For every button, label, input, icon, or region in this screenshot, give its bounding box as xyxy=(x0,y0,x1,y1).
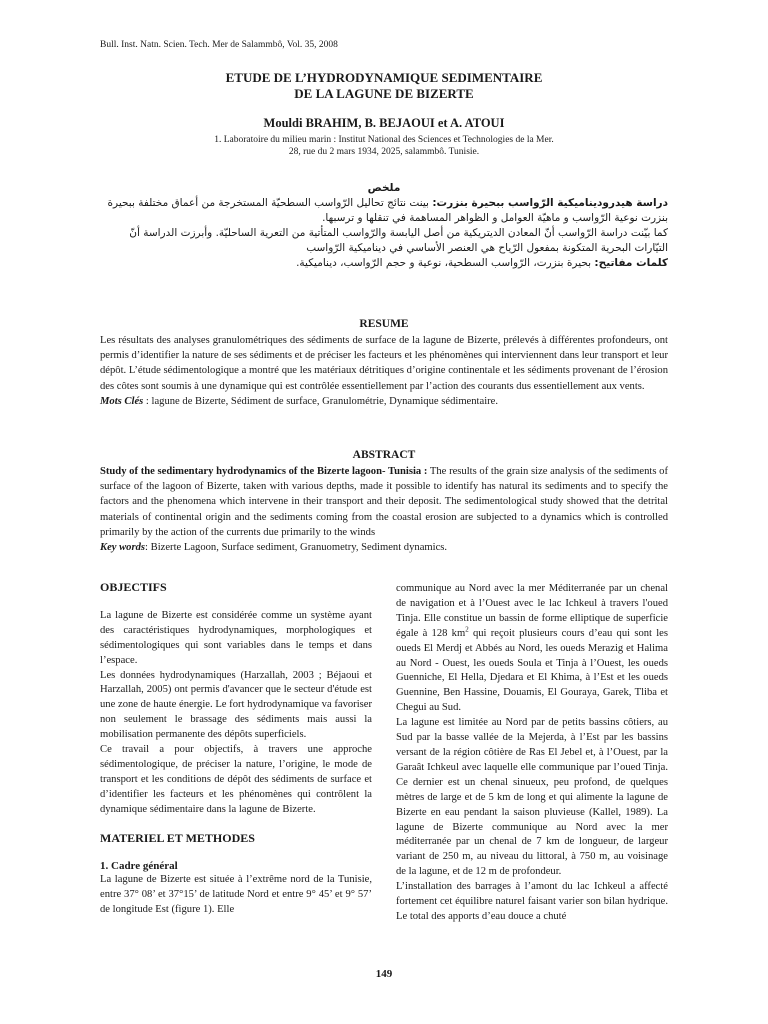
superscript-2: 2 xyxy=(465,625,469,634)
arabic-abstract-p2: كما بيّنت دراسة الرّواسب أنّ المعادن الديتريكية من أصل اليابسة والرّواسب المتأتية من التعرية الساحليّة. وأبرزت الدراسة أنّ التيّارات البحرية المتكونة بمفعول الرّياح هي العنصر الأساسي في ديناميكية الرّواسب xyxy=(129,227,668,254)
right-p3: L’installation des barrages à l’amont du lac Ichkeul a affecté fortement cet équilibre naturel faisant varier son bilan hydrique. Le total des apports d’eau douce a chuté xyxy=(396,881,668,922)
affiliation xyxy=(100,134,668,158)
resume-keywords xyxy=(100,394,668,409)
resume-keywords-label: Mots Clés xyxy=(100,395,144,407)
arabic-keywords xyxy=(100,256,668,271)
abstract-lead: Study of the sedimentary hydrodynamics of the Bizerte lagoon- Tunisia : xyxy=(100,466,428,477)
resume-body: Les résultats des analyses granulométriques des sédiments de surface de la lagune de Bizerte, prélevés à différentes profondeurs, ont permis d’identifier la nature de ses sédiments et de préciser les facteurs et les phénomènes qui interviennent dans leur transport et leur dépôt. L’étude sédimentologique a montré que les matériaux détritiques d’origine continentale et les sédiments provenant de l’érosion des côtes sont soumis à une dynamique qui est contrôlée essentiellement par l’action des courants dus essentiellement aux vents. xyxy=(100,335,668,392)
resume-keywords-text: : lagune de Bizerte, Sédiment de surface, Granulométrie, Dynamique sédimentaire. xyxy=(143,395,499,407)
objectifs-p1: La lagune de Bizerte est considérée comme un système ayant des caractéristiques hydrodynamiques, morphologiques et sédimentologiques qui sont variables dans le temps et dans l’espace. xyxy=(100,609,372,666)
arabic-abstract xyxy=(100,181,668,271)
article-title xyxy=(100,70,668,102)
resume-section xyxy=(100,333,668,409)
arabic-abstract-heading: ملخص xyxy=(367,182,401,194)
abstract-keywords-text: : Bizerte Lagoon, Surface sediment, Granuometry, Sediment dynamics. xyxy=(145,542,448,554)
affiliation-line-1: 1. Laboratoire du milieu marin : Institut National des Sciences et Technologies de la Mer. xyxy=(214,135,554,145)
running-head: Bull. Inst. Natn. Scien. Tech. Mer de Salammbô, Vol. 35, 2008 xyxy=(100,40,338,50)
abstract-heading: ABSTRACT xyxy=(352,449,416,461)
page-number: 149 xyxy=(375,968,393,980)
objectifs-heading: OBJECTIFS xyxy=(100,580,167,594)
affiliation-line-2: 28, rue du 2 mars 1934, 2025, salammbô. Tunisie. xyxy=(288,147,480,157)
title-line-1: ETUDE DE L’HYDRODYNAMIQUE SEDIMENTAIRE xyxy=(225,70,543,85)
abstract-text: The results of the grain size analysis of the sediments of surface of the lagoon of Bizerte, taken with various depths, made it possible to identify has natural its sediments and to specify the factors and the phenomena which intervene in their transport and their deposit. The sedimentological study showed that the detrital materials of continental origin and the sediments coming from the coastal erosion are subjected to a dynamics which is controlled primarily by the action of the currents due primarily to the winds xyxy=(100,466,668,538)
title-line-2: DE LA LAGUNE DE BIZERTE xyxy=(294,86,474,101)
abstract-keywords xyxy=(100,540,668,555)
abstract-section xyxy=(100,464,668,555)
objectifs-p3: Ce travail a pour objectifs, à travers une approche sédimentologique, de préciser la nature, l’origine, le mode de transport et les conditions de dépôt des sédiments de surface et d’identifier les facteurs et les phénomènes qui contrôlent la dynamique sédimentaire dans la lagune de Bizerte. xyxy=(100,744,372,815)
abstract-body xyxy=(100,464,668,540)
arabic-keywords-label: كلمات مفاتيح: xyxy=(594,257,668,269)
objectifs-p2: Les données hydrodynamiques (Harzallah, 2003 ; Béjaoui et Harzallah, 2005) ont permis d'avancer que le secteur d'étude est une zone de haute énergie. Le fort hydrodynamique va favoriser non seulement le brassage des sédiments mais aussi la mobilisation permanente des dépôts superficiels. xyxy=(100,669,372,741)
resume-heading: RESUME xyxy=(359,318,409,330)
methodes-heading: MATERIEL ET METHODES xyxy=(100,830,255,845)
arabic-abstract-text-1: بينت نتائج تحاليل الرّواسب السطحيّة المستخرجة من أعماق مختلفة ببحيرة بنزرت نوعية الرّواسب و ماهيّة العوامل و الظواهر المساهمة في تنقلها و ترسبها. xyxy=(107,197,668,224)
right-column xyxy=(396,582,668,925)
arabic-abstract-p1 xyxy=(100,196,668,226)
arabic-keywords-text: بحيرة بنزرت، الرّواسب السطحية، نوعية و حجم الرّواسب، ديناميكية. xyxy=(296,257,595,269)
left-column xyxy=(100,580,372,918)
arabic-abstract-title: دراسة هيدروديناميكية الرّواسب ببحيرة بنزرت: xyxy=(432,197,668,209)
cadre-general-p1: La lagune de Bizerte est située à l’extrême nord de la Tunisie, entre 37° 08’ et 37°15’ de latitude Nord et entre 9° 45’ et 9° 57’ de longitude Est (figure 1). Elle xyxy=(100,874,372,916)
right-p1 xyxy=(396,582,668,716)
right-p1-a: communique au Nord avec la mer Méditerranée par un chenal de navigation et à l’Ouest avec le lac Ichkeul à travers l'oued Tinja. Elle constitue un bassin de forme elliptique de superficie égale à 128 km xyxy=(396,583,668,639)
right-p2: La lagune est limitée au Nord par de petits bassins côtiers, au Sud par la basse vallée de la Mejerda, à l’Est par les bassins versant de la région côtière de Ras El Jebel et, à l’Ouest, par la Garaât Ichkeul avec laquelle elle communique par l’oued Tinja. Ce dernier est un chenal sinueux, peu profond, de quelques mètres de large et de 5 km de long et qui alimente la lagune de Bizerte en eau pendant la saison pluvieuse (Kallel, 1989). La lagune de Bizerte communique au Nord avec la mer méditerranée par un chenal de 7 km de longueur, de largeur variant de 250 m, au niveau du littoral, à 750 m, au voisinage de la lagune, et de 12 m de profondeur. xyxy=(396,717,668,878)
authors: Mouldi BRAHIM, B. BEJAOUI et A. ATOUI xyxy=(263,116,505,130)
cadre-general-heading: 1. Cadre général xyxy=(100,859,178,872)
abstract-keywords-label: Key words xyxy=(100,542,146,554)
right-p1-b: qui reçoit plusieurs cours d’eau qui sont les oueds El Merdj et Abbés au Nord, les oueds Merazig et Halima au Nord - Ouest, les oueds Soula et Tinja à l’Ouest, les oueds Guenniche, El Hella, Djedara et El Khima, à l’Est et les oueds Guennine, Ben Hassine, Douamis, El Gouraya, Garek, Tliba et Chegui au Sud. xyxy=(396,627,669,714)
